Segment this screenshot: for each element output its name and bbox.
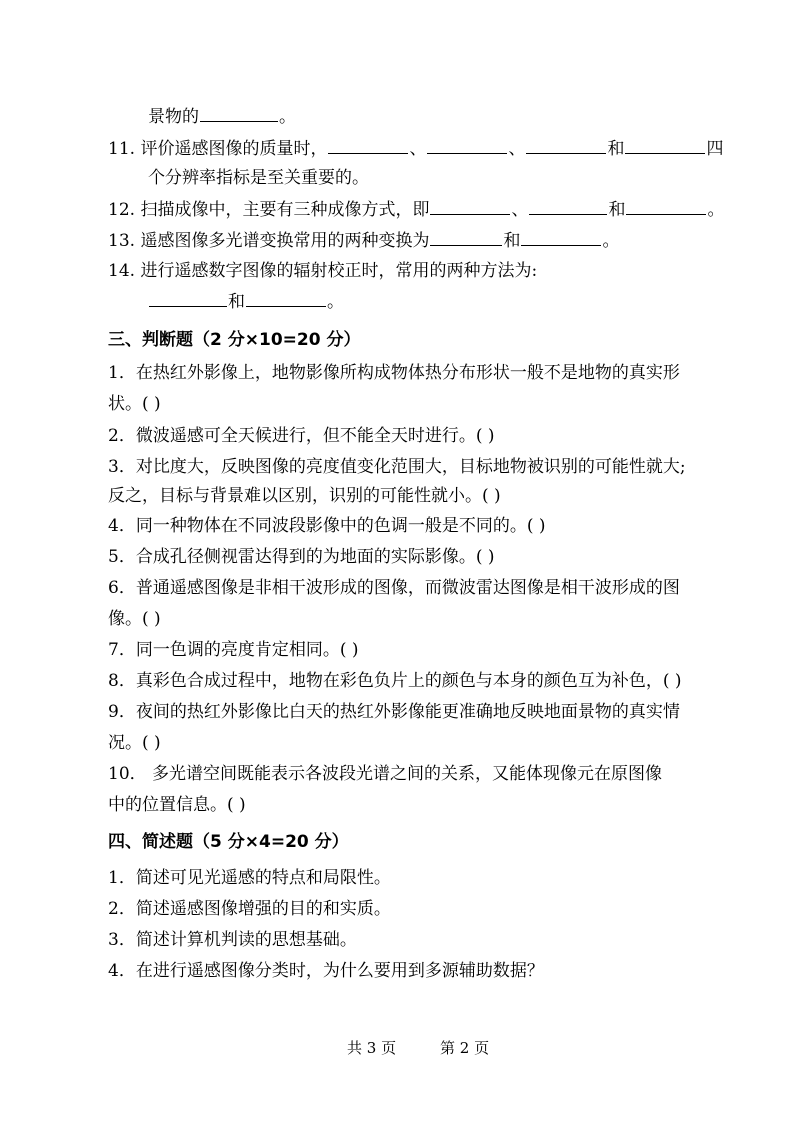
question-12: 12. 扫描成像中，主要有三种成像方式，即 、 和 。	[108, 197, 724, 222]
tf-item: 4．同一种物体在不同波段影像中的色调一般是不同的。( )	[108, 516, 546, 536]
tf-item: 像。( )	[108, 609, 161, 629]
answer-blank[interactable]	[625, 136, 705, 154]
answer-blank[interactable]	[529, 197, 607, 215]
answer-blank[interactable]	[526, 136, 606, 154]
page-number: 第 2 页	[440, 1039, 490, 1057]
page-total: 共 3 页	[347, 1039, 397, 1057]
tf-item: 况。( )	[108, 733, 161, 753]
answer-blank[interactable]	[521, 228, 601, 246]
tf-item: 状。( )	[108, 394, 161, 414]
tf-item: 1．在热红外影像上，地物影像所构成物体热分布形状一般不是地物的真实形	[108, 363, 680, 383]
tf-item: 6．普通遥感图像是非相干波形成的图像，而微波雷达图像是相干波形成的图	[108, 578, 680, 598]
answer-blank[interactable]	[200, 104, 278, 122]
section-heading-true-false: 三、判断题（2 分×10=20 分）	[108, 330, 361, 350]
tf-item: 5．合成孔径侧视雷达得到的为地面的实际影像。( )	[108, 547, 495, 567]
answer-blank[interactable]	[626, 197, 706, 215]
tf-item: 反之，目标与背景难以区别，识别的可能性就小。( )	[108, 486, 501, 506]
tf-item: 8．真彩色合成过程中，地物在彩色负片上的颜色与本身的颜色互为补色，( )	[108, 671, 682, 691]
answer-blank[interactable]	[328, 136, 408, 154]
short-answer-item: 2．简述遥感图像增强的目的和实质。	[108, 899, 391, 919]
q10-continuation: 景物的 。	[148, 104, 296, 129]
tf-item: 9．夜间的热红外影像比白天的热红外影像能更准确地反映地面景物的真实情	[108, 702, 680, 722]
tf-item: 7．同一色调的亮度肯定相同。( )	[108, 640, 359, 660]
question-13: 13. 遥感图像多光谱变换常用的两种变换为 和 。	[108, 228, 619, 253]
answer-blank[interactable]	[246, 289, 326, 307]
short-answer-item: 1．简述可见光遥感的特点和局限性。	[108, 868, 391, 888]
answer-blank[interactable]	[149, 289, 227, 307]
short-answer-item: 4．在进行遥感图像分类时，为什么要用到多源辅助数据？	[108, 961, 544, 981]
answer-blank[interactable]	[427, 136, 507, 154]
question-11: 11. 评价遥感图像的质量时， 、 、 和 四	[108, 136, 723, 161]
tf-item: 10． 多光谱空间既能表示各波段光谱之间的关系，又能体现像元在原图像	[108, 764, 663, 784]
question-11-line2: 个分辨率指标是至关重要的。	[148, 168, 369, 188]
answer-blank[interactable]	[430, 197, 510, 215]
tf-item: 3．对比度大，反映图像的亮度值变化范围大，目标地物被识别的可能性就大;	[108, 457, 686, 477]
short-answer-item: 3．简述计算机判读的思想基础。	[108, 930, 357, 950]
tf-item: 2．微波遥感可全天候进行，但不能全天时进行。( )	[108, 426, 495, 446]
answer-blank[interactable]	[430, 228, 502, 246]
question-14: 14. 进行遥感数字图像的辐射校正时，常用的两种方法为:	[108, 261, 538, 281]
tf-item: 中的位置信息。( )	[108, 795, 246, 815]
question-14-line2: 和 。	[148, 289, 344, 314]
section-heading-short-answer: 四、简述题（5 分×4=20 分）	[108, 832, 349, 852]
